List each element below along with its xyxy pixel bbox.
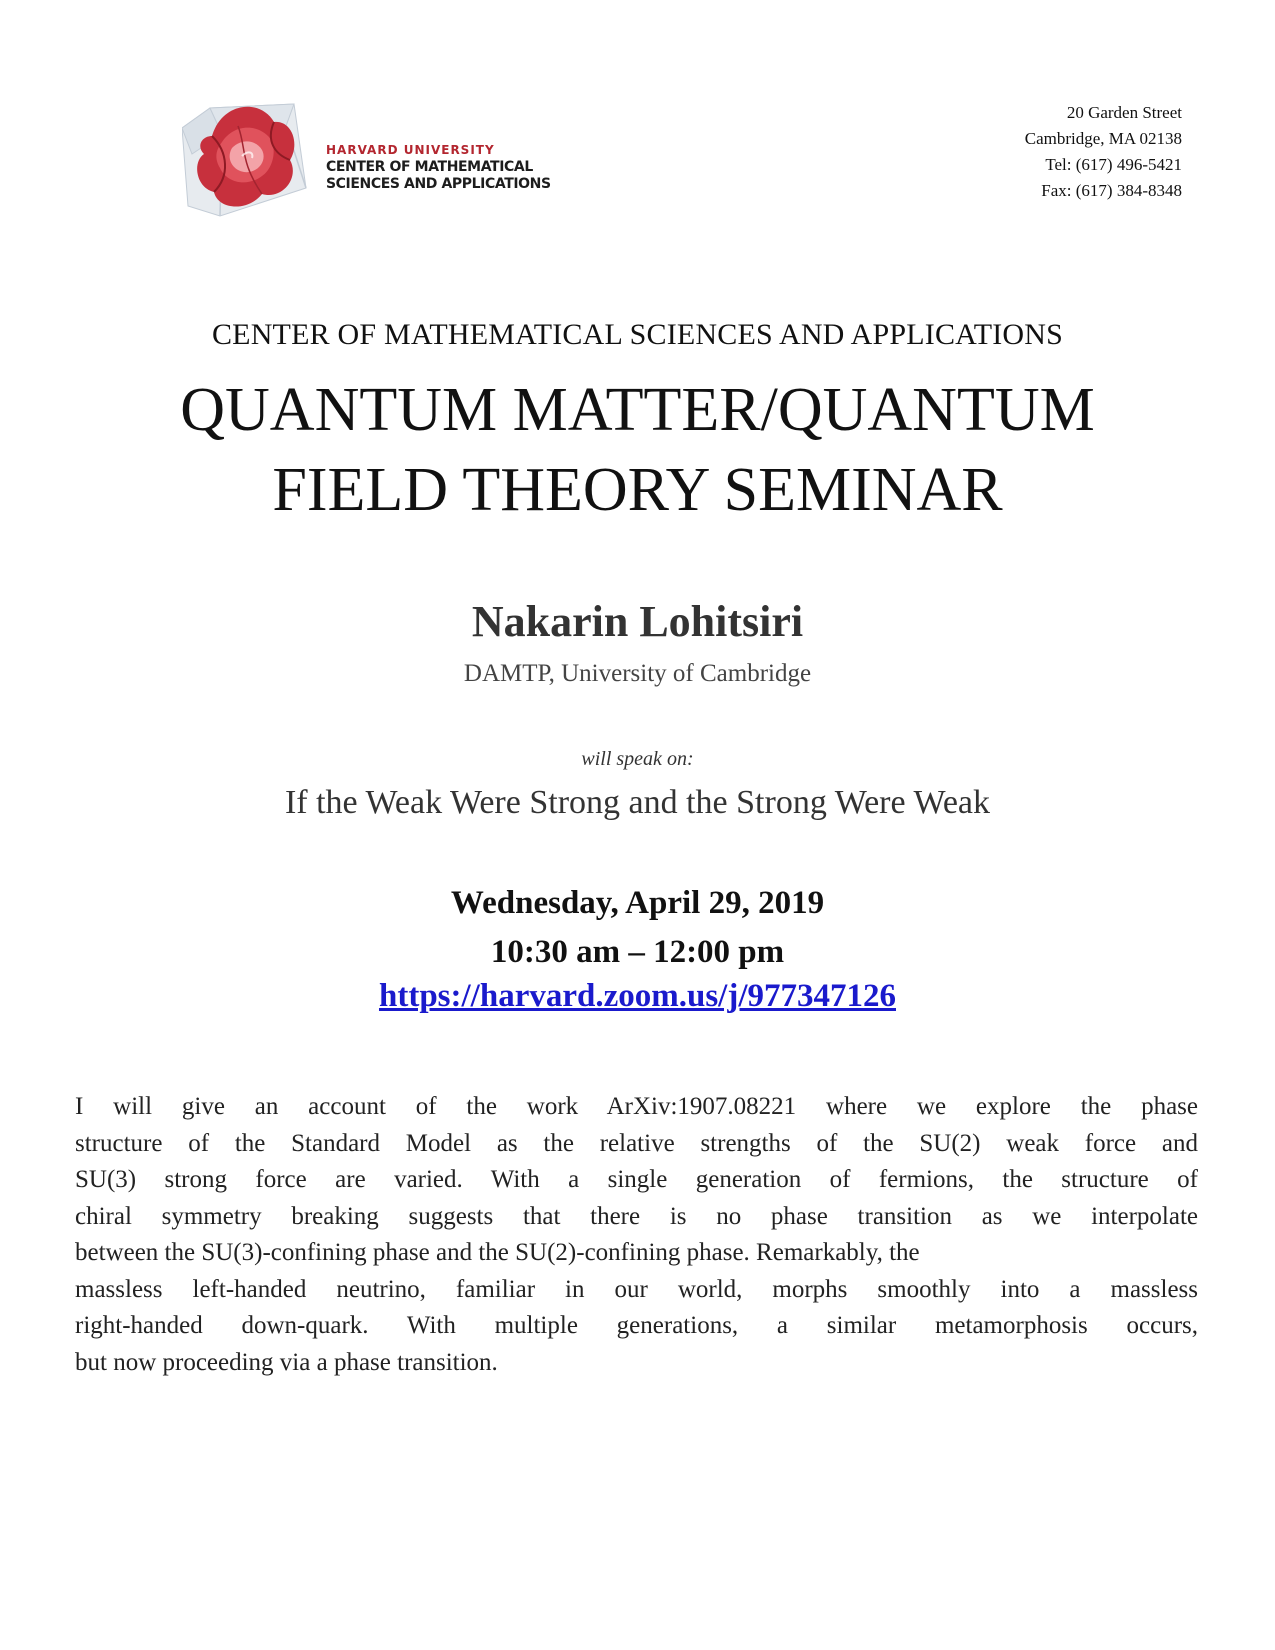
address-city: Cambridge, MA 02138 [1024,129,1182,148]
logo-center-line: CENTER OF MATHEMATICAL [326,159,533,175]
contact-address [1025,100,1182,204]
abstract-line: structure of the Standard Model as the relative strengths of the SU(2) weak force and [75,1129,1198,1157]
speaker-name: Nakarin Lohitsiri [471,597,804,646]
department-heading: CENTER OF MATHEMATICAL SCIENCES AND APPLICATIONS [211,318,1064,351]
speaker-affiliation: DAMTP, University of Cambridge [463,660,812,687]
address-street: 20 Garden Street [1066,103,1182,122]
abstract-line: massless left-handed neutrino, familiar in our world, morphs smoothly into a massless [75,1275,1198,1303]
seminar-title-line2: FIELD THEORY SEMINAR [272,456,1003,524]
talk-title: If the Weak Were Strong and the Strong Were Weak [284,784,991,821]
seminar-title [0,370,1275,530]
address-tel: Tel: (617) 496-5421 [1045,155,1182,174]
abstract [75,1089,1198,1381]
abstract-line: right-handed down-quark. With multiple generations, a similar metamorphosis occurs, [75,1312,1198,1339]
seminar-title-line1: QUANTUM MATTER/QUANTUM [180,376,1095,444]
address-fax: Fax: (617) 384-8348 [1041,181,1182,200]
logo-university: HARVARD UNIVERSITY [326,143,495,157]
event-time: 10:30 am – 12:00 pm [490,934,785,970]
logo-wordmark [326,142,551,193]
abstract-line: chiral symmetry breaking suggests that there is no phase transition as we interpolate [75,1202,1198,1230]
abstract-line: I will give an account of the work ArXiv:1907.08221 where we explore the phase [75,1093,1198,1120]
cmsa-logo [182,96,551,236]
abstract-line: but now proceeding via a phase transition. [75,1348,498,1376]
logo-sciences-line: SCIENCES AND APPLICATIONS [326,176,551,192]
abstract-line: between the SU(3)-confining phase and the SU(2)-confining phase. Remarkably, the [75,1239,920,1266]
event-link-container [0,978,1275,1015]
zoom-link[interactable]: https://harvard.zoom.us/j/977347126 [378,978,896,1014]
cube-logo-icon [182,96,312,231]
abstract-line: SU(3) strong force are varied. With a single generation of fermions, the structure of [75,1166,1198,1193]
talk-intro: will speak on: [581,748,694,770]
event-date: Wednesday, April 29, 2019 [450,885,825,921]
